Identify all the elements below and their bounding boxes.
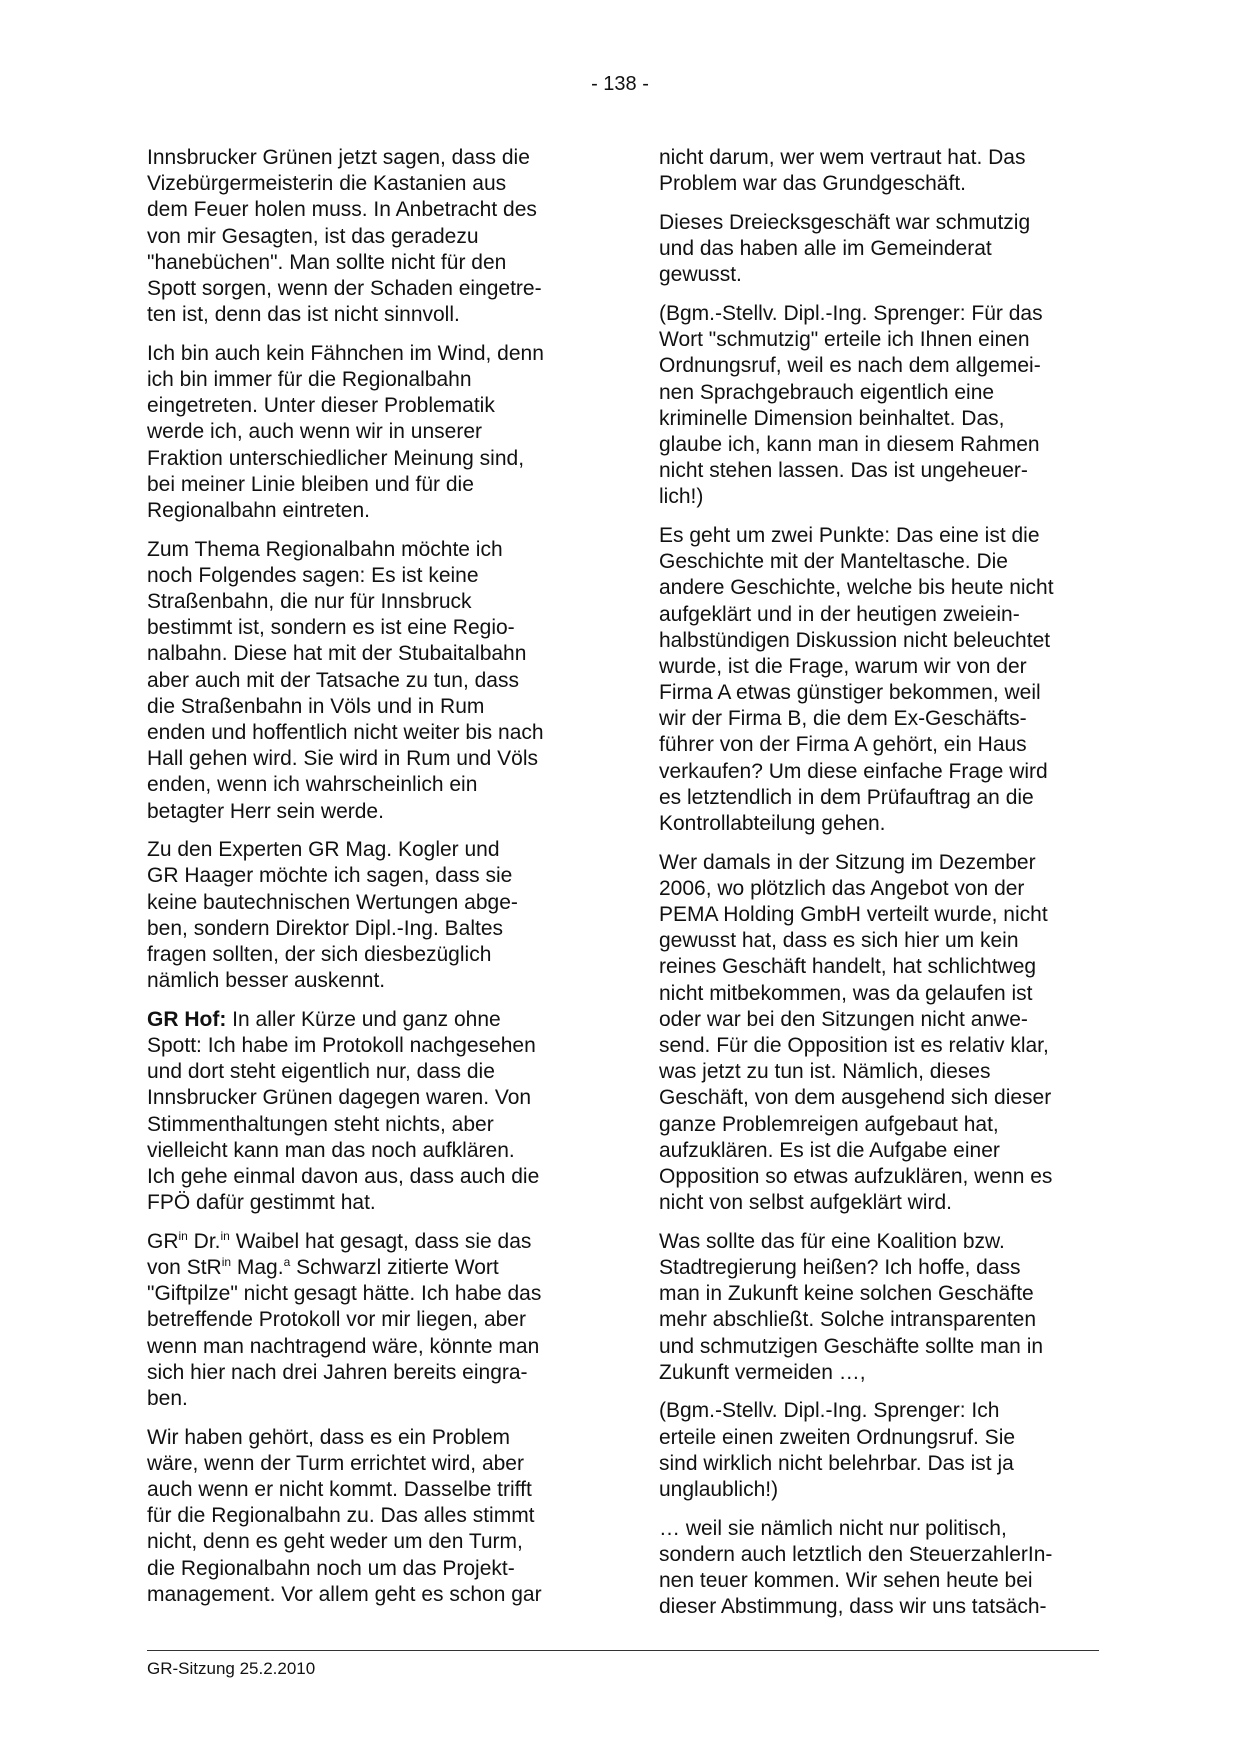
paragraph [659,210,1099,289]
text-line [147,1007,587,1033]
text-line: PEMA Holding GmbH verteilt wurde, nicht [659,903,1048,927]
text-line: 2006, wo plötzlich das Angebot von der [659,876,1025,900]
text-line: sich hier nach drei Jahren bereits eingra- [147,1360,528,1384]
left-column [147,145,587,1620]
text-line: werde ich, auch wenn wir in unserer [147,420,482,444]
text-line: nicht darum, wer wem vertraut hat. Das [659,146,1026,169]
text-line: Opposition so etwas aufzuklären, wenn es [659,1164,1053,1188]
text-fragment: In aller Kürze und ganz ohne [226,1007,501,1031]
text-line: Zu den Experten GR Mag. Kogler und [147,838,500,862]
text-line: aufgeklärt und in der heutigen zweiein- [659,602,1020,626]
paragraph [659,1516,1099,1621]
text-line: betreffende Protokoll vor mir liegen, aber [147,1308,526,1332]
right-column [659,145,1099,1633]
text-line: FPÖ dafür gestimmt hat. [147,1191,376,1215]
text-line: eingetreten. Unter dieser Problematik [147,394,495,418]
text-line: oder war bei den Sitzungen nicht anwe- [659,1007,1028,1031]
text-line: wenn man nachtragend wäre, könnte man [147,1334,540,1358]
text-line: glaube ich, kann man in diesem Rahmen [659,432,1040,456]
text-line: mehr abschließt. Solche intransparenten [659,1308,1037,1332]
text-line: vielleicht kann man das noch aufklären. [147,1138,515,1162]
text-line: Stadtregierung heißen? Ich hoffe, dass [659,1256,1021,1279]
text-line: Straßenbahn, die nur für Innsbruck [147,590,472,613]
text-line: management. Vor allem geht es schon gar [147,1582,542,1606]
text-line: ich bin immer für die Regionalbahn [147,368,472,391]
text-line: wäre, wenn der Turm errichtet wird, aber [147,1451,524,1475]
text-line: Dieses Dreiecksgeschäft war schmutzig [659,210,1031,234]
paragraph [147,145,587,328]
text-line: unglaublich!) [659,1478,779,1501]
text-line: enden, wenn ich wahrscheinlich ein [147,773,478,797]
text-line: Geschäft, von dem ausgehend sich dieser [659,1086,1052,1110]
text-line: GR Haager möchte ich sagen, dass sie [147,864,513,888]
superscript: in [178,1228,188,1243]
text-line [147,1229,587,1255]
paragraph [659,145,1099,197]
superscript: a [283,1255,291,1269]
text-line: keine bautechnischen Wertungen abge- [147,890,518,914]
text-fragment: Dr. [187,1229,221,1253]
text-line: sind wirklich nicht belehrbar. Das ist ja [659,1451,1014,1475]
text-line: und schmutzigen Geschäfte sollte man in [659,1334,1044,1358]
text-line: kriminelle Dimension beinhaltet. Das, [659,406,1005,430]
text-line: Firma A etwas günstiger bekommen, weil [659,681,1041,705]
paragraph [147,837,587,994]
text-line: Zum Thema Regionalbahn möchte ich [147,537,503,561]
text-line: Regionalbahn eintreten. [147,498,371,522]
text-line: Wer damals in der Sitzung im Dezember [659,850,1036,874]
text-line: die Regionalbahn noch um das Projekt- [147,1556,515,1580]
text-line: betagter Herr sein werde. [147,799,384,823]
text-line: ganze Problemreigen aufgebaut hat, [659,1112,999,1136]
superscript: in [221,1255,232,1269]
interjection-paragraph [659,301,1099,511]
text-line: nämlich besser auskennt. [147,969,386,993]
text-line [147,1255,587,1281]
text-line: Ordnungsruf, weil es nach dem allgemei- [659,354,1041,378]
text-line: reines Geschäft handelt, hat schlichtweg [659,955,1037,979]
speaker-paragraph [147,1007,587,1217]
text-line: ten ist, denn das ist nicht sinnvoll. [147,303,460,327]
text-line: halbstündigen Diskussion nicht beleuchtet [659,628,1051,652]
text-line: wir der Firma B, die dem Ex-Geschäfts- [659,707,1027,731]
text-fragment: Waibel hat gesagt, dass sie das [229,1229,532,1253]
text-line: Hall gehen wird. Sie wird in Rum und Völs [147,747,539,771]
text-fragment: von StR [147,1256,222,1279]
text-line: nicht, denn es geht weder um den Turm, [147,1530,523,1554]
text-fragment: Mag. [231,1256,284,1279]
text-line: für die Regionalbahn zu. Das alles stimmt [147,1504,535,1528]
text-line: Vizebürgermeisterin die Kastanien aus [147,172,507,196]
text-line: "Giftpilze" nicht gesagt hätte. Ich habe das [147,1282,542,1306]
text-line: aufzuklären. Es ist die Aufgabe einer [659,1138,1000,1162]
text-line: und das haben alle im Gemeinderat [659,237,992,261]
text-line: ben, sondern Direktor Dipl.-Ing. Baltes [147,916,504,940]
text-line: andere Geschichte, welche bis heute nicht [659,576,1054,600]
text-fragment: GR [147,1229,179,1253]
text-line: auch wenn er nicht kommt. Dasselbe trifft [147,1478,532,1501]
text-fragment: Schwarzl zitierte Wort [290,1256,499,1279]
paragraph [147,1229,587,1412]
paragraph [147,1425,587,1608]
text-line: Wir haben gehört, dass es ein Problem [147,1425,511,1449]
text-line: (Bgm.-Stellv. Dipl.-Ing. Sprenger: Ich [659,1399,1000,1423]
text-line: Problem war das Grundgeschäft. [659,172,966,196]
text-line: Was sollte das für eine Koalition bzw. [659,1229,1005,1253]
text-line: lich!) [659,485,704,509]
text-line: und dort steht eigentlich nur, dass die [147,1060,495,1084]
text-line: führer von der Firma A gehört, ein Haus [659,733,1027,757]
text-line: … weil sie nämlich nicht nur politisch, [659,1516,1007,1540]
text-line: bestimmt ist, sondern es ist eine Regio- [147,616,515,640]
text-line: Zukunft vermeiden …, [659,1360,866,1384]
text-line: Spott: Ich habe im Protokoll nachgesehen [147,1034,536,1057]
text-line: nicht von selbst aufgeklärt wird. [659,1191,952,1215]
text-line: gewusst hat, dass es sich hier um kein [659,929,1019,953]
page-number: - 138 - [591,73,649,95]
text-line: Kontrollabteilung gehen. [659,812,886,835]
paragraph [147,341,587,524]
text-line: Stimmenthaltungen steht nichts, aber [147,1112,494,1136]
text-line: was jetzt zu tun ist. Nämlich, dieses [659,1060,991,1084]
footer-divider [147,1650,1099,1651]
text-line: Wort "schmutzig" erteile ich Ihnen einen [659,328,1030,352]
paragraph [147,537,587,825]
text-line: fragen sollten, der sich diesbezüglich [147,942,492,966]
text-line: erteile einen zweiten Ordnungsruf. Sie [659,1425,1016,1449]
text-line: "hanebüchen". Man sollte nicht für den [147,250,507,274]
text-line: wurde, ist die Frage, warum wir von der [659,654,1027,678]
text-line: Spott sorgen, wenn der Schaden eingetre- [147,276,542,300]
text-line: Es geht um zwei Punkte: Das eine ist die [659,523,1040,547]
text-line: enden und hoffentlich nicht weiter bis nach [147,720,544,744]
text-line: nalbahn. Diese hat mit der Stubaitalbahn [147,642,527,666]
text-line: noch Folgendes sagen: Es ist keine [147,563,479,587]
paragraph [659,523,1099,837]
text-line: sondern auch letztlich den SteuerzahlerIn- [659,1542,1053,1566]
text-line: Innsbrucker Grünen dagegen waren. Von [147,1086,532,1110]
text-line: dieser Abstimmung, dass wir uns tatsäch- [659,1595,1047,1619]
text-line: send. Für die Opposition ist es relativ klar, [659,1034,1049,1057]
text-line: nicht mitbekommen, was da gelaufen ist [659,981,1033,1005]
speaker-name: GR Hof: [147,1007,227,1031]
text-line: Geschichte mit der Manteltasche. Die [659,550,1008,574]
text-line: verkaufen? Um diese einfache Frage wird [659,759,1048,783]
text-line: dem Feuer holen muss. In Anbetracht des [147,198,537,222]
text-line: Fraktion unterschiedlicher Meinung sind, [147,446,525,470]
text-line: es letztendlich in dem Prüfauftrag an die [659,785,1034,809]
text-line: Innsbrucker Grünen jetzt sagen, dass die [147,146,530,169]
text-line: nen Sprachgebrauch eigentlich eine [659,380,995,404]
text-line: gewusst. [659,263,742,287]
text-line: die Straßenbahn in Völs und in Rum [147,694,485,718]
text-line: nen teuer kommen. Wir sehen heute bei [659,1569,1033,1593]
text-line: bei meiner Linie bleiben und für die [147,472,474,496]
paragraph [659,1229,1099,1386]
text-line: ben. [147,1386,188,1410]
text-line: Ich bin auch kein Fähnchen im Wind, denn [147,341,544,365]
footer-session-date: GR-Sitzung 25.2.2010 [147,1659,316,1678]
paragraph [659,850,1099,1217]
text-line: man in Zukunft keine solchen Geschäfte [659,1282,1034,1306]
text-line: Ich gehe einmal davon aus, dass auch die [147,1164,540,1188]
text-line: von mir Gesagten, ist das geradezu [147,224,479,248]
text-line: (Bgm.-Stellv. Dipl.-Ing. Sprenger: Für das [659,301,1043,325]
interjection-paragraph [659,1398,1099,1503]
superscript: in [220,1228,230,1243]
text-line: aber auch mit der Tatsache zu tun, dass [147,668,519,692]
text-line: nicht stehen lassen. Das ist ungeheuer- [659,459,1028,483]
